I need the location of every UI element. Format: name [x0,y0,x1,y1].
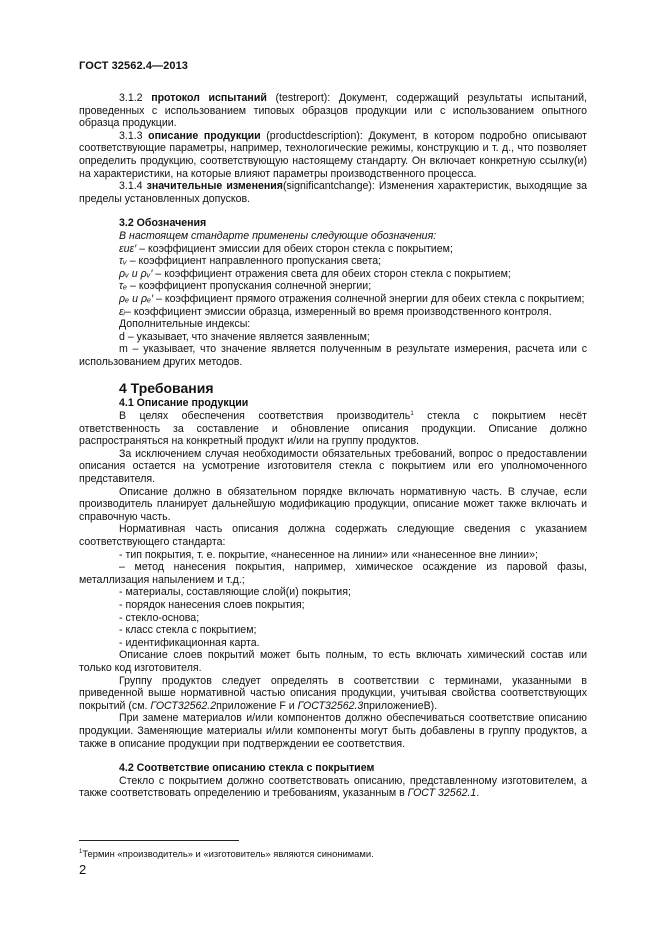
symbol-text: – коэффициент отражения света для обеих сторон стекла с покрытием; [152,267,511,280]
section-heading-4: 4 Требования [119,380,214,397]
paragraph: Описание должно в обязательном порядке включать нормативную часть. В случае, если производитель планирует дальнейшую модификацию продукции, описание может также включать и справочную часть. [79,485,587,523]
definition-term: описание продукции [148,129,261,142]
list-item: - материалы, составляющие слой(и) покрытия; [119,586,351,599]
section-heading-4-1: 4.1 Описание продукции [119,397,249,410]
symbol-item [79,243,587,256]
footnote-text: Термин «производитель» и «изготовитель» являются синонимами. [82,848,374,859]
index-m: m – указывает, что значение является полученным в результате измерения, расчета или с использованием других методов. [79,343,587,368]
list-item: - стекло-основа; [119,611,200,624]
paragraph: При замене материалов и/или компонентов должно обеспечиваться соответствие описанию продукции. Заменяющие материалы и/или компоненты могут быть добавлены в группу продуктов, а также в описание продукции при подтверждении ее соответствия. [79,712,587,750]
symbol-text: – коэффициент пропускания солнечной энергии; [127,280,372,293]
section-heading-3-2: 3.2 Обозначения [119,217,207,230]
symbol-text: коэффициент эмиссии образца, измеренный во время производственного контроля. [130,305,552,318]
definition-3-1-3 [79,130,587,180]
symbols-intro: В настоящем стандарте применены следующие обозначения: [119,229,437,242]
definition-text: Документ, содержащий результаты испытаний, проведенных с использованием типовых образцов продукции или с использованием опытного образца продукции. [79,92,587,130]
symbol-item [79,280,587,293]
paragraph-text: Группу продуктов следует определять в соответствии с терминами, указанными в приведенной выше нормативной частью описания продукции, учитывая свойства соответствующих покрытий (см. [79,674,587,712]
definition-term: значительные изменения [146,180,283,193]
list-item: - класс стекла с покрытием; [119,624,257,637]
paragraph-text: Стекло с покрытием должно соответствовать описанию, представленному изготовителем, а также соответствовать определению и требованиям, указанным в [79,774,587,800]
definition-number: 3.1.2 [119,92,143,104]
definition-english: (testreport): [275,92,331,104]
footnote [79,848,599,860]
definition-term: протокол испытаний [151,92,267,104]
list-item: - тип покрытия, т. е. покрытие, «нанесенное на линии» или «нанесенное вне линии»; [119,548,538,561]
standard-reference: ГОСТ32562.3 [297,699,364,712]
paragraph-text: приложениеВ). [363,699,438,712]
symbol: τᵥ [119,255,127,268]
symbol-text: – коэффициент прямого отражения солнечной энергии для обеих стекла с покрытием; [153,292,585,305]
index-d: d – указывает, что значение является заявленным; [119,330,370,343]
paragraph: Описание слоев покрытий может быть полным, то есть включать химический состав или только код изготовителя. [79,649,587,674]
symbol-text: – коэффициент эмиссии для обеих сторон стекла с покрытием; [136,242,453,255]
symbol-item [79,268,587,281]
paragraph [79,775,587,800]
paragraph: За исключением случая необходимости обязательных требований, вопрос о предоставлении описания остается на усмотрение изготовителя стекла с покрытием или его уполномоченного представителя. [79,447,587,486]
symbol-item [79,306,587,319]
indices-heading: Дополнительные индексы: [119,318,251,331]
paragraph-text: В целях обеспечения соответствия производитель [119,410,411,423]
symbol: εиε′ [119,242,137,255]
definition-english: (productdescription): [266,129,363,142]
symbol: εᵢ– [119,305,131,318]
paragraph-text: . [476,787,480,800]
footnote-divider [79,840,239,841]
footnote-reference: 1 [410,411,414,418]
footnote-mark: 1 [79,849,83,855]
paragraph [79,675,587,713]
list-item: – метод нанесения покрытия, например, химическое осаждение из паровой фазы, металлизация напылением и т.д.; [79,561,587,586]
symbol-item [79,255,587,268]
definition-number: 3.1.4 [119,180,143,193]
definition-text: Изменения характеристик, выходящие за пределы установленных допусков. [79,180,587,205]
paragraph-text: приложение F и [216,699,298,712]
list-item: - идентификационная карта. [119,636,260,649]
symbol: ρᵥ и ρᵥ′ [119,267,153,280]
document-body [79,92,587,800]
symbol: τₑ [119,280,128,293]
symbol-text: – коэффициент направленного пропускания света; [126,255,382,268]
standard-reference: ГОСТ 32562.1 [407,787,477,800]
paragraph: Нормативная часть описания должна содержать следующие сведения с указанием соответствующего стандарта: [79,523,587,548]
standard-reference: ГОСТ32562.2 [150,699,217,712]
symbol-item [79,293,587,306]
paragraph [79,410,587,448]
paragraph-text: стекла с покрытием несёт ответственность за составление и обновление описания продукции. Описание должно распространяться на конкретный продукт и/или на группу продуктов. [79,410,587,448]
definition-text: Документ, в котором подробно описывают соответствующие параметры, например, технологические режимы, конструкцию и т. д., что позволяет определить продукцию, соответствующую настоящему стандарту. Он включает конкретную ссылку(и) на характеристики, на которые влияют параметры производственного процесса. [79,129,587,180]
definition-english: (significantchange): [282,180,375,193]
standard-header: ГОСТ 32562.4—2013 [79,60,189,72]
definition-3-1-4 [79,180,587,205]
definition-number: 3.1.3 [119,129,143,142]
page-number: 2 [79,862,87,877]
section-heading-4-2: 4.2 Соответствие описанию стекла с покрытием [119,762,375,775]
list-item: - порядок нанесения слоев покрытия; [119,598,305,611]
definition-3-1-2 [79,92,587,130]
symbol: ρₑ и ρₑ′ [119,292,154,305]
